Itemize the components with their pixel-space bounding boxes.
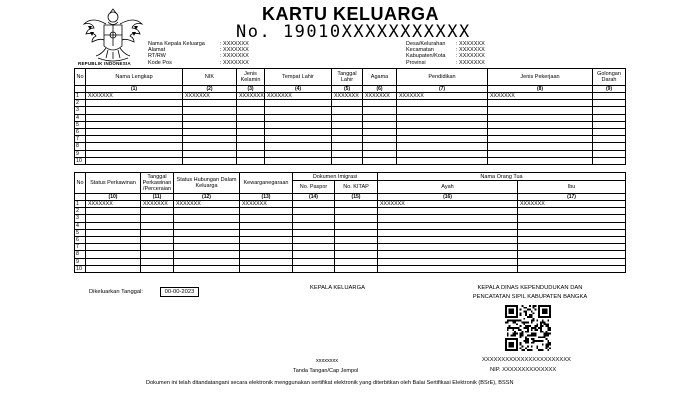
row-number: 6 <box>75 128 86 135</box>
table-row <box>75 229 626 236</box>
table-cell <box>518 258 626 265</box>
household-info-right <box>406 41 485 66</box>
document-title: KARTU KELUARGA <box>262 4 439 24</box>
table-row <box>75 244 626 251</box>
col-header-no-kitap: No. KITAP <box>335 181 378 194</box>
table-cell <box>86 229 141 236</box>
table-cell <box>335 236 378 243</box>
table-cell <box>86 244 141 251</box>
table-cell <box>265 107 332 114</box>
table-cell <box>183 128 237 135</box>
table-row <box>75 136 626 143</box>
info-row: RT/RW : XXXXXXX <box>148 53 249 60</box>
column-index: (16) <box>378 194 518 201</box>
table-cell <box>593 150 626 157</box>
table-row <box>75 150 626 157</box>
col-header-ayah: Ayah <box>378 181 518 194</box>
table-cell: XXXXXXX <box>240 201 293 208</box>
dinas-line-2: PENCATATAN SIPIL KABUPATEN BANGKA <box>472 293 588 300</box>
table-cell <box>240 222 293 229</box>
table-cell <box>363 107 397 114</box>
emblem-caption: REPUBLIK INDONESIA <box>78 61 131 66</box>
table-cell <box>332 136 363 143</box>
table-cell <box>86 222 141 229</box>
table-cell <box>378 251 518 258</box>
table-cell <box>293 244 335 251</box>
table-cell <box>237 128 265 135</box>
table-cell <box>593 128 626 135</box>
table-cell <box>183 100 237 107</box>
kepala-keluarga-name: xxxxxxxx <box>316 358 338 364</box>
table-cell <box>397 100 488 107</box>
row-number: 5 <box>75 121 86 128</box>
row-number: 8 <box>75 251 86 258</box>
table-cell <box>518 215 626 222</box>
table-cell <box>293 258 335 265</box>
info-row: Kecamatan : XXXXXXX <box>406 47 485 54</box>
table-cell <box>397 121 488 128</box>
table-cell <box>593 107 626 114</box>
table-cell <box>174 222 240 229</box>
table-cell: XXXXXXX <box>397 93 488 100</box>
table-cell <box>293 215 335 222</box>
table-cell <box>593 121 626 128</box>
table-cell <box>488 143 593 150</box>
column-index: (6) <box>363 86 397 93</box>
table-cell <box>86 157 183 164</box>
table-cell <box>293 229 335 236</box>
table-cell: XXXXXXX <box>363 93 397 100</box>
table-cell <box>363 136 397 143</box>
table-cell <box>593 93 626 100</box>
table-cell <box>397 128 488 135</box>
table-cell <box>488 157 593 164</box>
table-cell <box>183 114 237 121</box>
info-row: Kode Pos : XXXXXXX <box>148 59 249 66</box>
dinas-line-1: KEPALA DINAS KEPENDUDUKAN DAN <box>477 285 583 291</box>
table-cell <box>237 114 265 121</box>
table-cell <box>183 136 237 143</box>
table-cell <box>335 222 378 229</box>
table-cell <box>293 208 335 215</box>
table-row <box>75 143 626 150</box>
table-cell: XXXXXXX <box>332 93 363 100</box>
table-cell <box>397 114 488 121</box>
table-row <box>75 251 626 258</box>
table-cell: XXXXXXX <box>141 201 174 208</box>
row-number: 9 <box>75 258 86 265</box>
row-number: 2 <box>75 100 86 107</box>
table-cell <box>397 143 488 150</box>
table-cell <box>183 157 237 164</box>
row-number: 10 <box>75 265 86 272</box>
garuda-emblem-icon <box>82 8 144 64</box>
table-cell <box>335 244 378 251</box>
table-cell <box>174 236 240 243</box>
table-cell <box>86 215 141 222</box>
column-index: (11) <box>141 194 174 201</box>
col-header-pendidikan: Pendidikan <box>397 69 488 86</box>
table-cell <box>240 244 293 251</box>
table-row <box>75 258 626 265</box>
table-cell <box>86 150 183 157</box>
table-cell: XXXXXXX <box>265 93 332 100</box>
table-cell <box>488 150 593 157</box>
table-cell <box>141 236 174 243</box>
row-number: 5 <box>75 229 86 236</box>
row-number: 3 <box>75 107 86 114</box>
table-cell <box>237 121 265 128</box>
info-row: Desa/Kelurahan : XXXXXXX <box>406 41 485 47</box>
table-cell <box>488 107 593 114</box>
table-cell <box>378 222 518 229</box>
table-cell <box>488 128 593 135</box>
table-cell <box>86 251 141 258</box>
table-cell <box>378 229 518 236</box>
table-cell <box>332 114 363 121</box>
table-cell <box>86 100 183 107</box>
col-header-nik: NIK <box>183 69 237 86</box>
official-name: XXXXXXXXXXXXXXXXXXXXXXX <box>482 357 571 363</box>
table-cell <box>174 215 240 222</box>
table-cell <box>174 258 240 265</box>
table-cell <box>86 258 141 265</box>
column-index: (2) <box>183 86 237 93</box>
table-cell <box>293 201 335 208</box>
table-cell <box>240 258 293 265</box>
table-cell <box>86 128 183 135</box>
table-cell <box>332 143 363 150</box>
row-number: 3 <box>75 215 86 222</box>
table-cell <box>141 208 174 215</box>
issued-date-box: 00-00-2023 <box>160 287 199 297</box>
col-header-nama-lengkap: Nama Lengkap <box>86 69 183 86</box>
table-cell <box>240 236 293 243</box>
table-cell <box>593 143 626 150</box>
document-number: No. 19010XXXXXXXXXXX <box>236 22 471 42</box>
col-header-no-paspor: No. Paspor <box>293 181 335 194</box>
table-cell <box>86 121 183 128</box>
info-row: Nama Kepala Keluarga : XXXXXXX <box>148 41 249 47</box>
col-header-ibu: Ibu <box>518 181 626 194</box>
table-cell: XXXXXXX <box>174 201 240 208</box>
table-cell <box>363 128 397 135</box>
table-cell <box>488 114 593 121</box>
column-index <box>75 86 86 93</box>
table-cell <box>332 100 363 107</box>
table-cell <box>174 244 240 251</box>
table-cell <box>397 107 488 114</box>
table-cell <box>332 157 363 164</box>
table-row <box>75 114 626 121</box>
row-number: 7 <box>75 136 86 143</box>
table-cell <box>518 244 626 251</box>
table-cell <box>293 251 335 258</box>
col-header-dokumen-imigrasi: Dokumen Imigrasi <box>293 173 378 181</box>
col-header-golongan-darah: Golongan Darah <box>593 69 626 86</box>
table-cell <box>86 236 141 243</box>
row-number: 8 <box>75 143 86 150</box>
table-cell <box>141 215 174 222</box>
table-cell <box>240 208 293 215</box>
col-header-no: No <box>75 173 86 194</box>
column-index: (9) <box>593 86 626 93</box>
table-cell <box>332 150 363 157</box>
table-cell <box>593 100 626 107</box>
table-cell <box>378 265 518 272</box>
table-cell <box>141 244 174 251</box>
table-cell <box>183 121 237 128</box>
table-cell: XXXXXXX <box>378 201 518 208</box>
col-header-no: No <box>75 69 86 86</box>
table-cell <box>237 143 265 150</box>
table-cell <box>332 128 363 135</box>
table-cell <box>518 208 626 215</box>
table-cell <box>363 121 397 128</box>
table-cell <box>378 236 518 243</box>
table-cell <box>488 136 593 143</box>
table-cell <box>237 150 265 157</box>
table-cell <box>518 222 626 229</box>
table-cell <box>183 143 237 150</box>
row-number: 1 <box>75 201 86 208</box>
column-index: (7) <box>397 86 488 93</box>
col-header-tempat-lahir: Tempat Lahir <box>265 69 332 86</box>
table-cell <box>335 208 378 215</box>
qr-code-icon <box>505 305 551 351</box>
table-cell <box>335 251 378 258</box>
table-cell <box>293 236 335 243</box>
table-cell <box>237 107 265 114</box>
table-cell <box>518 265 626 272</box>
table-cell <box>265 143 332 150</box>
table-cell <box>174 251 240 258</box>
issued-date-label: Dikeluarkan Tanggal: <box>89 289 144 295</box>
col-header-kewarganegaraan: Kewarganegaraan <box>240 173 293 194</box>
table-cell <box>335 215 378 222</box>
row-number: 1 <box>75 93 86 100</box>
table-cell: XXXXXXX <box>86 201 141 208</box>
table-cell: XXXXXXX <box>183 93 237 100</box>
table-row <box>75 93 626 100</box>
table-cell <box>265 114 332 121</box>
table-cell <box>265 136 332 143</box>
table-cell <box>141 258 174 265</box>
table-cell <box>335 258 378 265</box>
table-cell <box>378 215 518 222</box>
column-index-row <box>75 86 626 93</box>
column-index: (17) <box>518 194 626 201</box>
table-cell <box>237 100 265 107</box>
table-cell <box>593 114 626 121</box>
table-row <box>75 107 626 114</box>
column-index: (8) <box>488 86 593 93</box>
dinas-signatory-title <box>460 284 600 301</box>
column-index: (13) <box>240 194 293 201</box>
household-info-left <box>148 41 249 66</box>
table-cell: XXXXXXX <box>86 93 183 100</box>
table-cell <box>363 143 397 150</box>
table-cell <box>488 121 593 128</box>
table-cell <box>141 222 174 229</box>
table-cell <box>363 100 397 107</box>
table-cell <box>86 143 183 150</box>
table-cell: XXXXXXX <box>488 93 593 100</box>
civil-status-table <box>74 172 626 273</box>
table-cell <box>237 136 265 143</box>
col-header-jenis-pekerjaan: Jenis Pekerjaan <box>488 69 593 86</box>
table-row <box>75 236 626 243</box>
table-cell <box>174 265 240 272</box>
table-cell <box>378 258 518 265</box>
column-index <box>75 194 86 201</box>
table-row <box>75 128 626 135</box>
table-row <box>75 201 626 208</box>
table-cell: XXXXXXX <box>237 93 265 100</box>
column-index-row <box>75 194 626 201</box>
table-cell <box>240 215 293 222</box>
column-index: (12) <box>174 194 240 201</box>
table-cell <box>183 150 237 157</box>
row-number: 7 <box>75 244 86 251</box>
table-row <box>75 121 626 128</box>
info-row: Provinsi : XXXXXXX <box>406 59 485 66</box>
table-row <box>75 215 626 222</box>
table-row <box>75 222 626 229</box>
table-cell <box>240 229 293 236</box>
table-cell <box>378 208 518 215</box>
table-cell <box>363 114 397 121</box>
table-cell <box>174 229 240 236</box>
table-cell <box>293 222 335 229</box>
table-cell <box>518 251 626 258</box>
table-cell <box>363 150 397 157</box>
table-cell <box>265 157 332 164</box>
kepala-keluarga-label: KEPALA KELUARGA <box>310 285 365 291</box>
col-header-nama-orang-tua: Nama Orang Tua <box>378 173 626 181</box>
col-header-status-hubungan: Status Hubungan Dalam Keluarga <box>174 173 240 194</box>
table-cell <box>86 114 183 121</box>
info-row: Kabupaten/Kota : XXXXXXX <box>406 53 485 60</box>
table-cell <box>265 128 332 135</box>
table-cell <box>141 251 174 258</box>
table-cell <box>335 265 378 272</box>
table-cell <box>378 244 518 251</box>
info-row: Alamat : XXXXXXX <box>148 47 249 54</box>
table-cell <box>183 107 237 114</box>
column-index: (15) <box>335 194 378 201</box>
column-index: (5) <box>332 86 363 93</box>
table-cell <box>240 251 293 258</box>
official-nip: NIP. XXXXXXXXXXXXXX <box>490 367 557 373</box>
table-cell <box>397 136 488 143</box>
column-index: (1) <box>86 86 183 93</box>
table-cell <box>141 265 174 272</box>
table-cell <box>265 150 332 157</box>
electronic-signature-disclaimer: Dokumen ini telah ditandatangani secara elektronik menggunakan sertifikat elektronik yang diterbitkan oleh Balai Sertifikasi Elektronik (BSrE), BSSN <box>146 380 514 386</box>
table-cell <box>518 229 626 236</box>
row-number: 10 <box>75 157 86 164</box>
signature-label: Tanda Tangan/Cap Jempol <box>293 368 359 374</box>
column-index: (10) <box>86 194 141 201</box>
col-header-tanggal-perkawinan: Tanggal Perkawinan /Perceraian <box>141 173 174 194</box>
column-index: (3) <box>237 86 265 93</box>
row-number: 2 <box>75 208 86 215</box>
table-cell <box>293 265 335 272</box>
table-cell <box>363 157 397 164</box>
column-index: (4) <box>265 86 332 93</box>
table-cell <box>332 107 363 114</box>
table-cell <box>86 265 141 272</box>
table-cell <box>237 157 265 164</box>
row-number: 9 <box>75 150 86 157</box>
table-row <box>75 100 626 107</box>
table-cell <box>488 100 593 107</box>
family-members-table <box>74 68 626 165</box>
row-number: 4 <box>75 114 86 121</box>
table-cell <box>86 136 183 143</box>
table-row <box>75 208 626 215</box>
table-cell <box>240 265 293 272</box>
col-header-status-perkawinan: Status Perkawinan <box>86 173 141 194</box>
column-index: (14) <box>293 194 335 201</box>
row-number: 6 <box>75 236 86 243</box>
row-number: 4 <box>75 222 86 229</box>
table-cell <box>593 136 626 143</box>
col-header-agama: Agama <box>363 69 397 86</box>
table-cell <box>397 157 488 164</box>
table-cell <box>335 229 378 236</box>
table-cell <box>518 236 626 243</box>
table-cell <box>397 150 488 157</box>
table-row <box>75 265 626 272</box>
table-cell <box>332 121 363 128</box>
table-row <box>75 157 626 164</box>
table-cell <box>265 100 332 107</box>
table-cell: XXXXXXX <box>518 201 626 208</box>
table-cell <box>86 107 183 114</box>
table-cell <box>141 229 174 236</box>
table-cell <box>174 208 240 215</box>
table-cell <box>593 157 626 164</box>
col-header-tanggal-lahir: Tanggal Lahir <box>332 69 363 86</box>
table-cell <box>86 208 141 215</box>
col-header-jenis-kelamin: Jenis Kelamin <box>237 69 265 86</box>
table-cell <box>335 201 378 208</box>
table-cell <box>265 121 332 128</box>
